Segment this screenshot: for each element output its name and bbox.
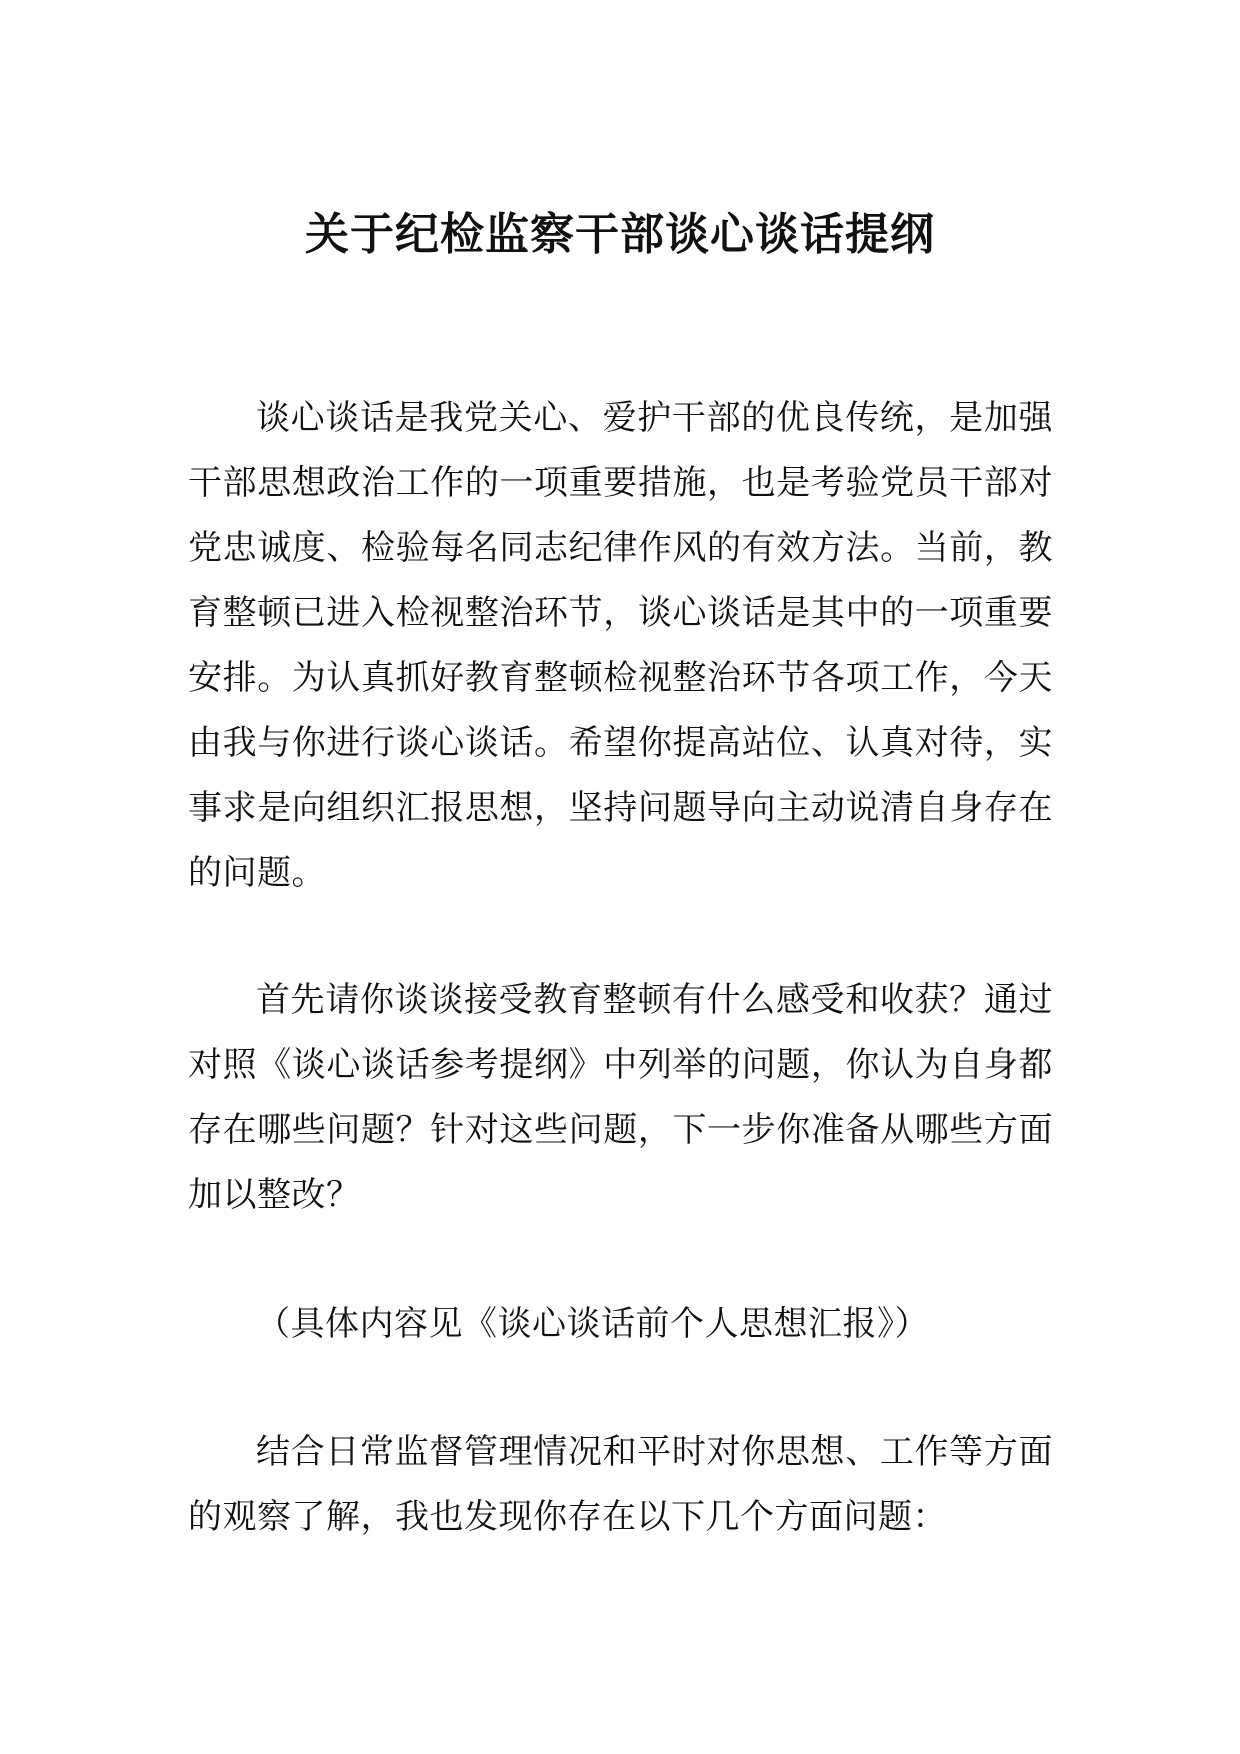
paragraph-intro: 谈心谈话是我党关心、爱护干部的优良传统，是加强干部思想政治工作的一项重要措施，也是考验党员干部对党忠诚度、检验每名同志纪律作风的有效方法。当前，教育整顿已进入检视整治环节，谈心谈话是其中的一项重要安排。为认真抓好教育整顿检视整治环节各项工作，今天由我与你进行谈心谈话。希望你提高站位、认真对待，实事求是向组织汇报思想，坚持问题导向主动说清自身存在的问题。 [188, 398, 1053, 893]
paragraph-questions: 首先请你谈谈接受教育整顿有什么感受和收获？通过对照《谈心谈话参考提纲》中列举的问题，你认为自身都存在哪些问题？针对这些问题，下一步你准备从哪些方面加以整改？ [188, 980, 1053, 1215]
paragraph-observed-issues: 结合日常监督管理情况和平时对你思想、工作等方面的观察了解，我也发现你存在以下几个方面问题： [188, 1432, 1053, 1537]
paragraph-reference-note: （具体内容见《谈心谈话前个人思想汇报》） [256, 1304, 929, 1344]
document-title: 关于纪检监察干部谈心谈话提纲 [305, 209, 935, 260]
